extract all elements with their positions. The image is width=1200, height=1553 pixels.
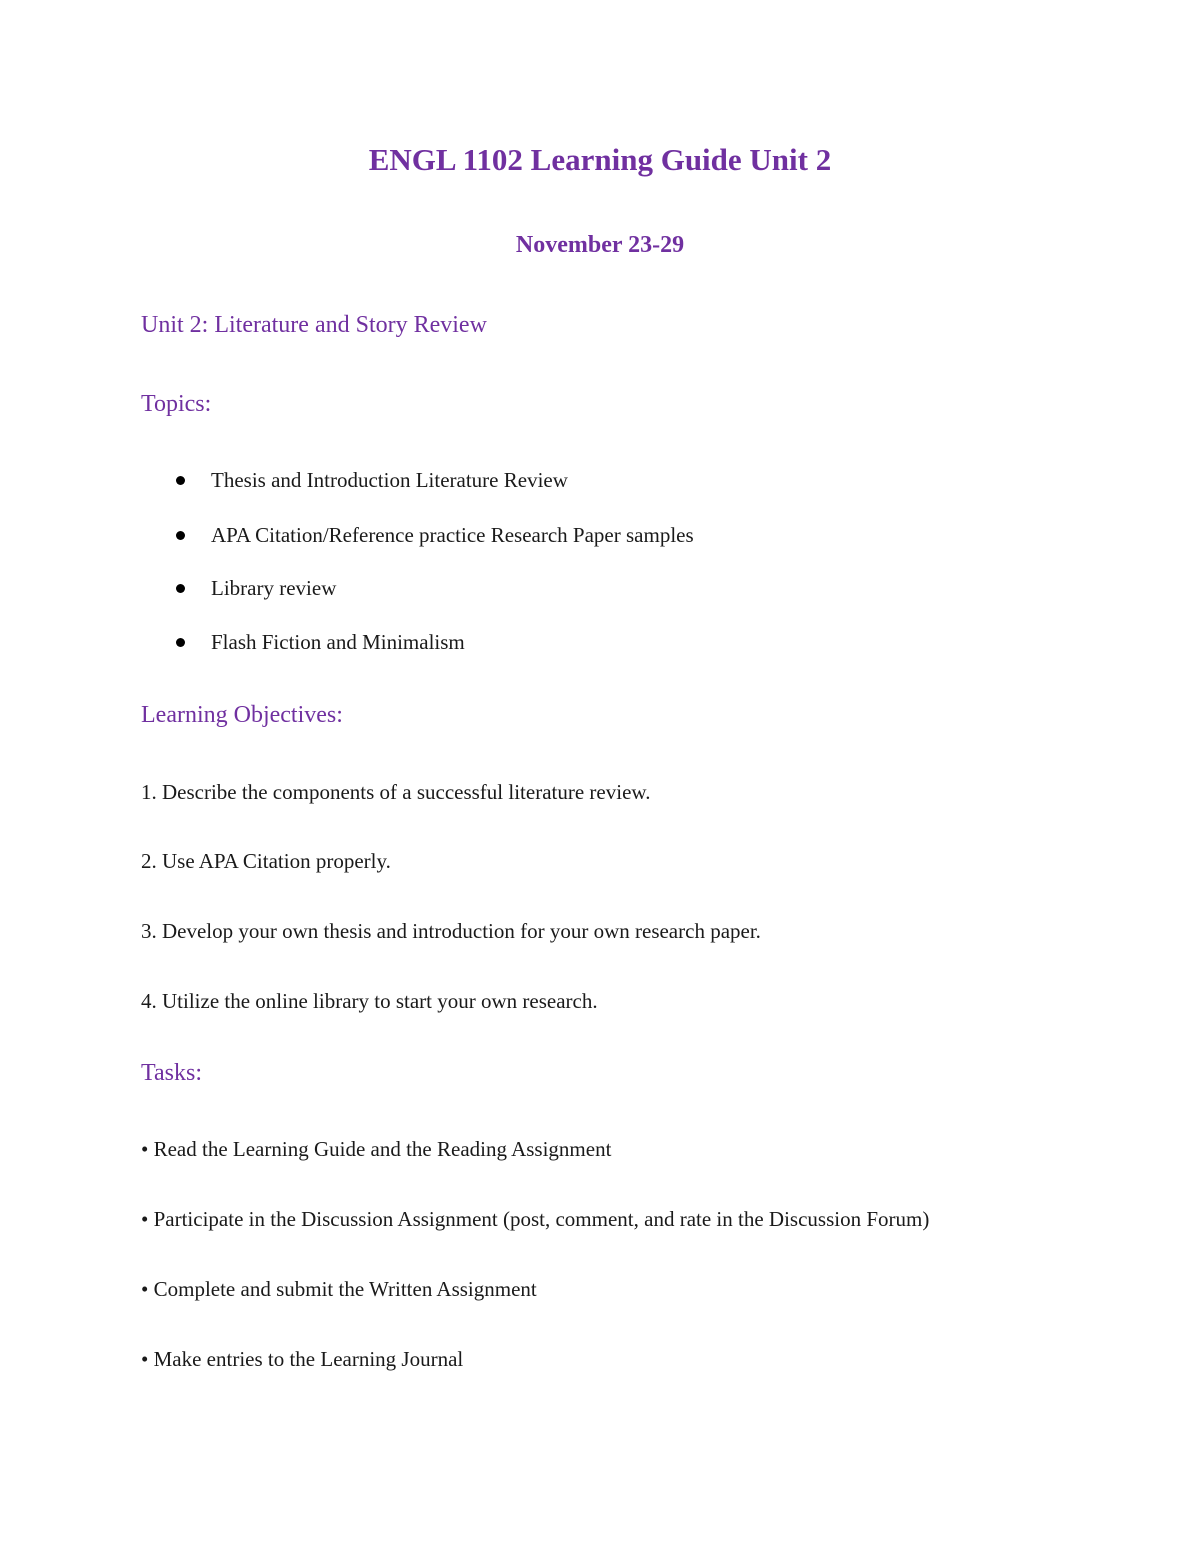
bullet-icon <box>176 638 185 647</box>
date-range: November 23-29 <box>515 232 685 258</box>
objective-item: 1. Describe the components of a successful literature review. <box>141 780 651 804</box>
task-item: • Complete and submit the Written Assignment <box>141 1277 537 1301</box>
topic-text: Flash Fiction and Minimalism <box>211 630 465 654</box>
tasks-heading: Tasks: <box>141 1060 202 1086</box>
task-item: • Participate in the Discussion Assignment (post, comment, and rate in the Discussion Forum) <box>141 1207 930 1231</box>
task-item: • Make entries to the Learning Journal <box>141 1347 464 1371</box>
objective-item: 3. Develop your own thesis and introduction for your own research paper. <box>141 919 761 943</box>
topic-text: Library review <box>211 576 337 600</box>
unit-heading: Unit 2: Literature and Story Review <box>141 312 487 338</box>
task-item: • Read the Learning Guide and the Reading Assignment <box>141 1137 612 1161</box>
bullet-icon <box>176 531 185 540</box>
bullet-icon <box>176 584 185 593</box>
objectives-heading: Learning Objectives: <box>141 702 343 728</box>
topics-heading: Topics: <box>141 391 212 417</box>
objective-item: 4. Utilize the online library to start your own research. <box>141 989 598 1013</box>
objective-item: 2. Use APA Citation properly. <box>141 849 391 873</box>
topic-text: APA Citation/Reference practice Research Paper samples <box>211 523 694 547</box>
document-title: ENGL 1102 Learning Guide Unit 2 <box>368 142 832 177</box>
bullet-icon <box>176 476 185 485</box>
topic-text: Thesis and Introduction Literature Review <box>211 468 568 492</box>
